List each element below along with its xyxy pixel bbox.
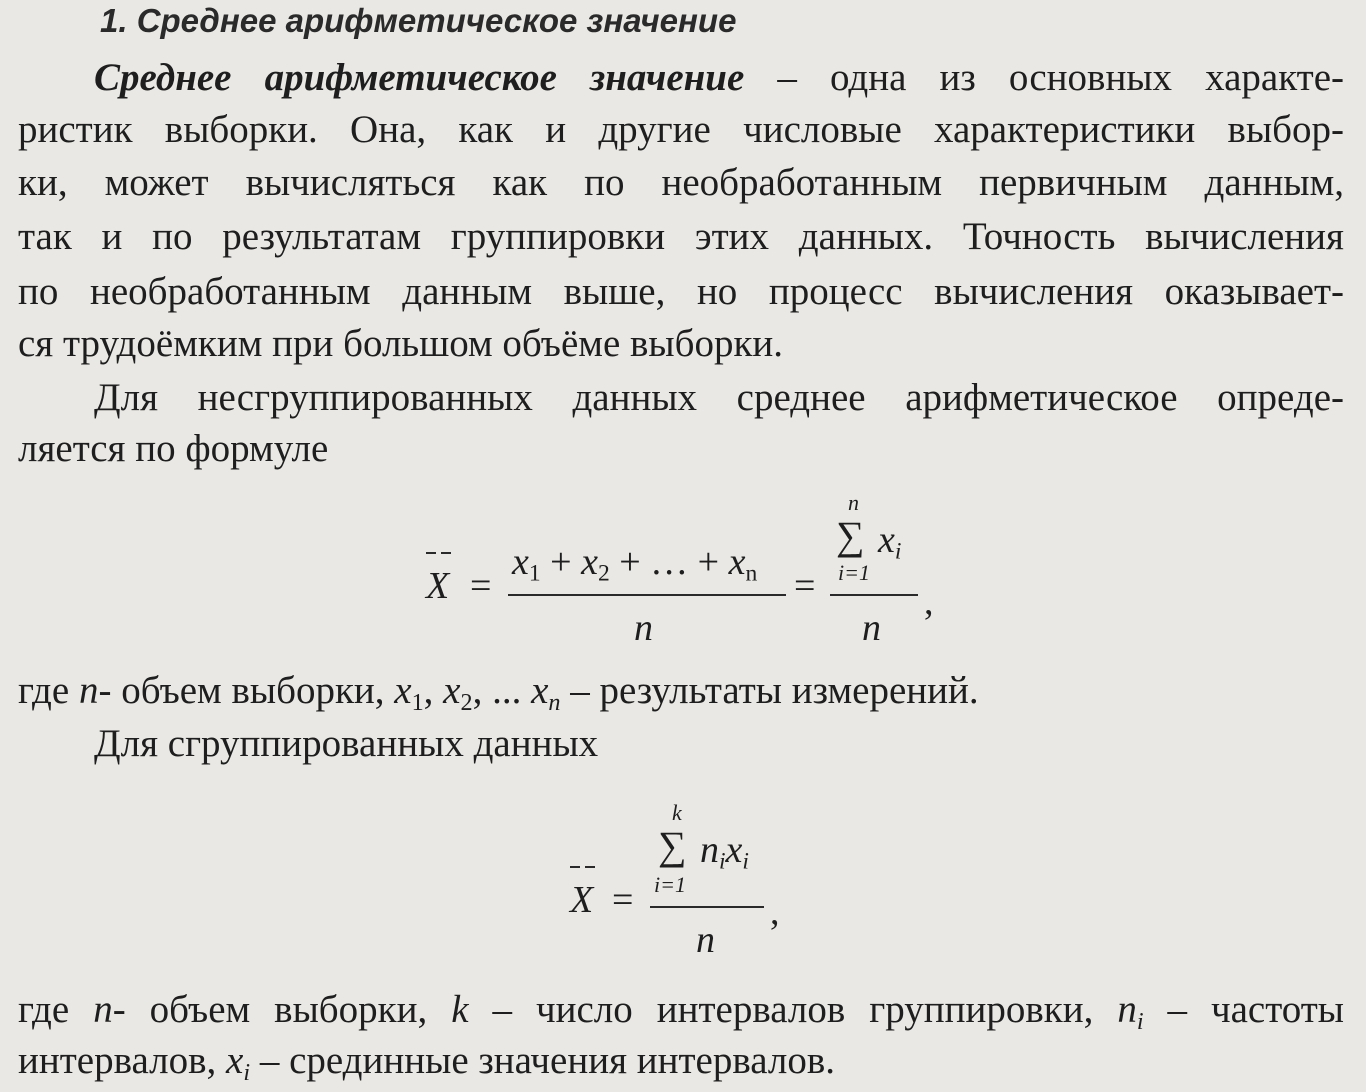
para1-line5: по необработанным данным выше, но процесс вычисления оказывает-	[18, 270, 1344, 313]
equals-sign: =	[612, 879, 634, 921]
section-heading: 1. Среднее арифметическое значение	[100, 2, 737, 39]
comma: ,	[924, 581, 934, 623]
sum-upper-limit: n	[848, 490, 859, 515]
sum-term: $x_i$	[878, 519, 902, 565]
sum-term: $n_ix_i$	[700, 829, 749, 875]
sigma-symbol: ∑	[836, 513, 865, 558]
bar-dash	[585, 866, 595, 868]
mean-symbol: X	[426, 565, 450, 607]
para1-line6: ся трудоёмким при большом объёме выборки.	[18, 322, 784, 365]
para1-line2: ристик выборки. Она, как и другие числовые характеристики выбор-	[18, 108, 1344, 151]
para3-line1: где n- объем выборки, $x_1$, $x_2$, ... $x_n$ – результаты измерений.	[18, 669, 979, 716]
sum-lower-limit: i=1	[838, 560, 870, 585]
sum-lower-limit: i=1	[654, 872, 686, 897]
numerator-sum: $x_1 + x_2$ + … + $x_n$	[512, 541, 758, 587]
denominator: n	[634, 607, 653, 649]
bar-dash	[570, 866, 580, 868]
denominator: n	[696, 919, 715, 961]
denominator: n	[862, 607, 881, 649]
para5-line2: интервалов, $x_i$ – срединные значения интервалов.	[18, 1039, 836, 1086]
equals-sign: =	[794, 565, 816, 607]
fraction-bar	[650, 906, 764, 908]
para1-line3: ки, может вычисляться как по необработанным первичным данным,	[18, 161, 1344, 204]
sigma-symbol: ∑	[658, 823, 687, 868]
para2-line1: Для несгруппированных данных среднее арифметическое опреде-	[94, 376, 1344, 419]
para2-line2: ляется по формуле	[18, 427, 329, 470]
para4-line1: Для сгруппированных данных	[94, 722, 599, 765]
mean-symbol: X	[570, 879, 594, 921]
sum-upper-limit: k	[672, 800, 682, 825]
comma: ,	[770, 891, 780, 933]
defined-term: Среднее арифметическое значение	[94, 56, 745, 99]
equals-sign: =	[470, 565, 492, 607]
para1-line4: так и по результатам группировки этих данных. Точность вычисления	[18, 215, 1344, 258]
para5-line1: где n- объем выборки, k – число интервалов группировки, $n_i$ – частоты	[18, 988, 1344, 1035]
para1-line1-rest: – одна из основных характе-	[744, 56, 1344, 99]
